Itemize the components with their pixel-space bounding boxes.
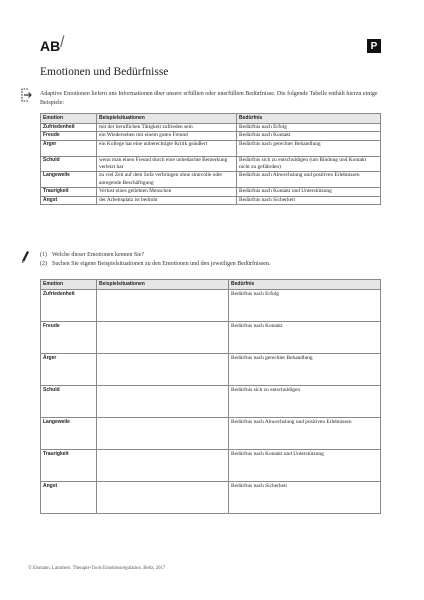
situation-cell: der Arbeitsplatz ist bedroht [97, 196, 237, 204]
situation-cell: mit der beruflichen Tätigkeit zufrieden sein [97, 124, 237, 132]
situation-input-cell[interactable] [97, 322, 229, 354]
task-questions [40, 251, 270, 269]
need-cell: Bedürfnis nach Erfolg [229, 290, 381, 322]
need-cell: Bedürfnis sich zu entschuldigen [229, 386, 381, 418]
emotion-cell: Zufriedenheit [41, 290, 97, 322]
emotion-cell: Zufriedenheit [41, 124, 97, 132]
need-cell: Bedürfnis nach Sicherheit [237, 196, 381, 204]
column-header: Beispielsituationen [97, 114, 237, 124]
table-row [41, 290, 381, 322]
situation-cell: zu viel Zeit auf dem Sofa verbringen ohne sinnvolle oder anregende Beschäftigung [97, 172, 237, 188]
table-row [41, 132, 381, 140]
need-cell: Bedürfnis nach Abwechslung und positiven Erlebnissen [229, 418, 381, 450]
table-row [41, 418, 381, 450]
table-row [41, 124, 381, 132]
column-header: Bedürfnis [237, 114, 381, 124]
table-header-row [41, 114, 381, 124]
emotion-cell: Langeweile [41, 172, 97, 188]
emotion-cell: Angst [41, 196, 97, 204]
patient-badge: P [367, 39, 381, 53]
column-header: Bedürfnis [229, 280, 381, 290]
emotion-cell: Freude [41, 322, 97, 354]
table-header-row [41, 280, 381, 290]
table-row [41, 386, 381, 418]
need-cell: Bedürfnis nach Kontakt und Unterstützung [237, 188, 381, 196]
situation-input-cell[interactable] [97, 290, 229, 322]
info-arrow-icon [19, 87, 33, 103]
need-cell: Bedürfnis nach Erfolg [237, 124, 381, 132]
situation-input-cell[interactable] [97, 450, 229, 482]
emotion-cell: Schuld [41, 156, 97, 172]
emotion-cell: Traurigkeit [41, 188, 97, 196]
situation-cell: ein Kollege hat eine unberechtigte Kritik geäußert [97, 140, 237, 156]
table-row [41, 172, 381, 188]
table-row [41, 322, 381, 354]
intro-text: Adaptive Emotionen liefern uns Informationen über unsere erfüllten oder unerfüllten Bedürfnisse. Die folgende Tabelle enthält hierzu einige Beispiele: [40, 91, 378, 107]
situation-cell: wenn man einen Freund durch eine unbedachte Bemerkung verletzt hat [97, 156, 237, 172]
emotion-cell: Schuld [41, 386, 97, 418]
question-item: (2) Suchen Sie eigene Beispielsituationen zu den Emotionen und den jeweiligen Bedürfnissen. [40, 261, 271, 267]
column-header: Beispielsituationen [97, 280, 229, 290]
table-row [41, 482, 381, 514]
worksheet-label: AB [40, 38, 61, 54]
need-cell: Bedürfnis nach gerechter Behandlung [229, 354, 381, 386]
table-row [41, 450, 381, 482]
situation-cell: ein Wiedersehen mit einem guten Freund [97, 132, 237, 140]
need-cell: Bedürfnis nach Kontakt [229, 322, 381, 354]
emotion-cell: Freude [41, 132, 97, 140]
situation-input-cell[interactable] [97, 354, 229, 386]
header-slash: / [60, 34, 65, 51]
need-cell: Bedürfnis nach Abwechslung und positiven Erlebnissen [237, 172, 381, 188]
column-header: Emotion [41, 280, 97, 290]
pencil-icon [20, 250, 30, 264]
emotion-cell: Traurigkeit [41, 450, 97, 482]
need-cell: Bedürfnis sich zu entschuldigen (um Bindung und Kontakt nicht zu gefährden) [237, 156, 381, 172]
table-row [41, 140, 381, 156]
table-row [41, 196, 381, 204]
situation-input-cell[interactable] [97, 482, 229, 514]
examples-table [40, 113, 381, 205]
table-row [41, 354, 381, 386]
column-header: Emotion [41, 114, 97, 124]
need-cell: Bedürfnis nach Kontakt [237, 132, 381, 140]
emotion-cell: Langeweile [41, 418, 97, 450]
need-cell: Bedürfnis nach Sicherheit [229, 482, 381, 514]
table-row [41, 156, 381, 172]
emotion-cell: Ärger [41, 354, 97, 386]
need-cell: Bedürfnis nach gerechter Behandlung [237, 140, 381, 156]
situation-input-cell[interactable] [97, 418, 229, 450]
page-title: Emotionen und Bedürfnisse [40, 66, 169, 78]
need-cell: Bedürfnis nach Kontakt und Unterstützung [229, 450, 381, 482]
situation-input-cell[interactable] [97, 386, 229, 418]
question-item: (1) Welche dieser Emotionen kennen Sie? [40, 252, 145, 258]
worksheet-table [40, 279, 381, 514]
copyright-footer: © Eismann, Lammers: Therapie-Tools Emotionsregulation. Beltz, 2017 [28, 566, 166, 571]
situation-cell: Verlust eines geliebten Menschen [97, 188, 237, 196]
emotion-cell: Ärger [41, 140, 97, 156]
emotion-cell: Angst [41, 482, 97, 514]
table-row [41, 188, 381, 196]
